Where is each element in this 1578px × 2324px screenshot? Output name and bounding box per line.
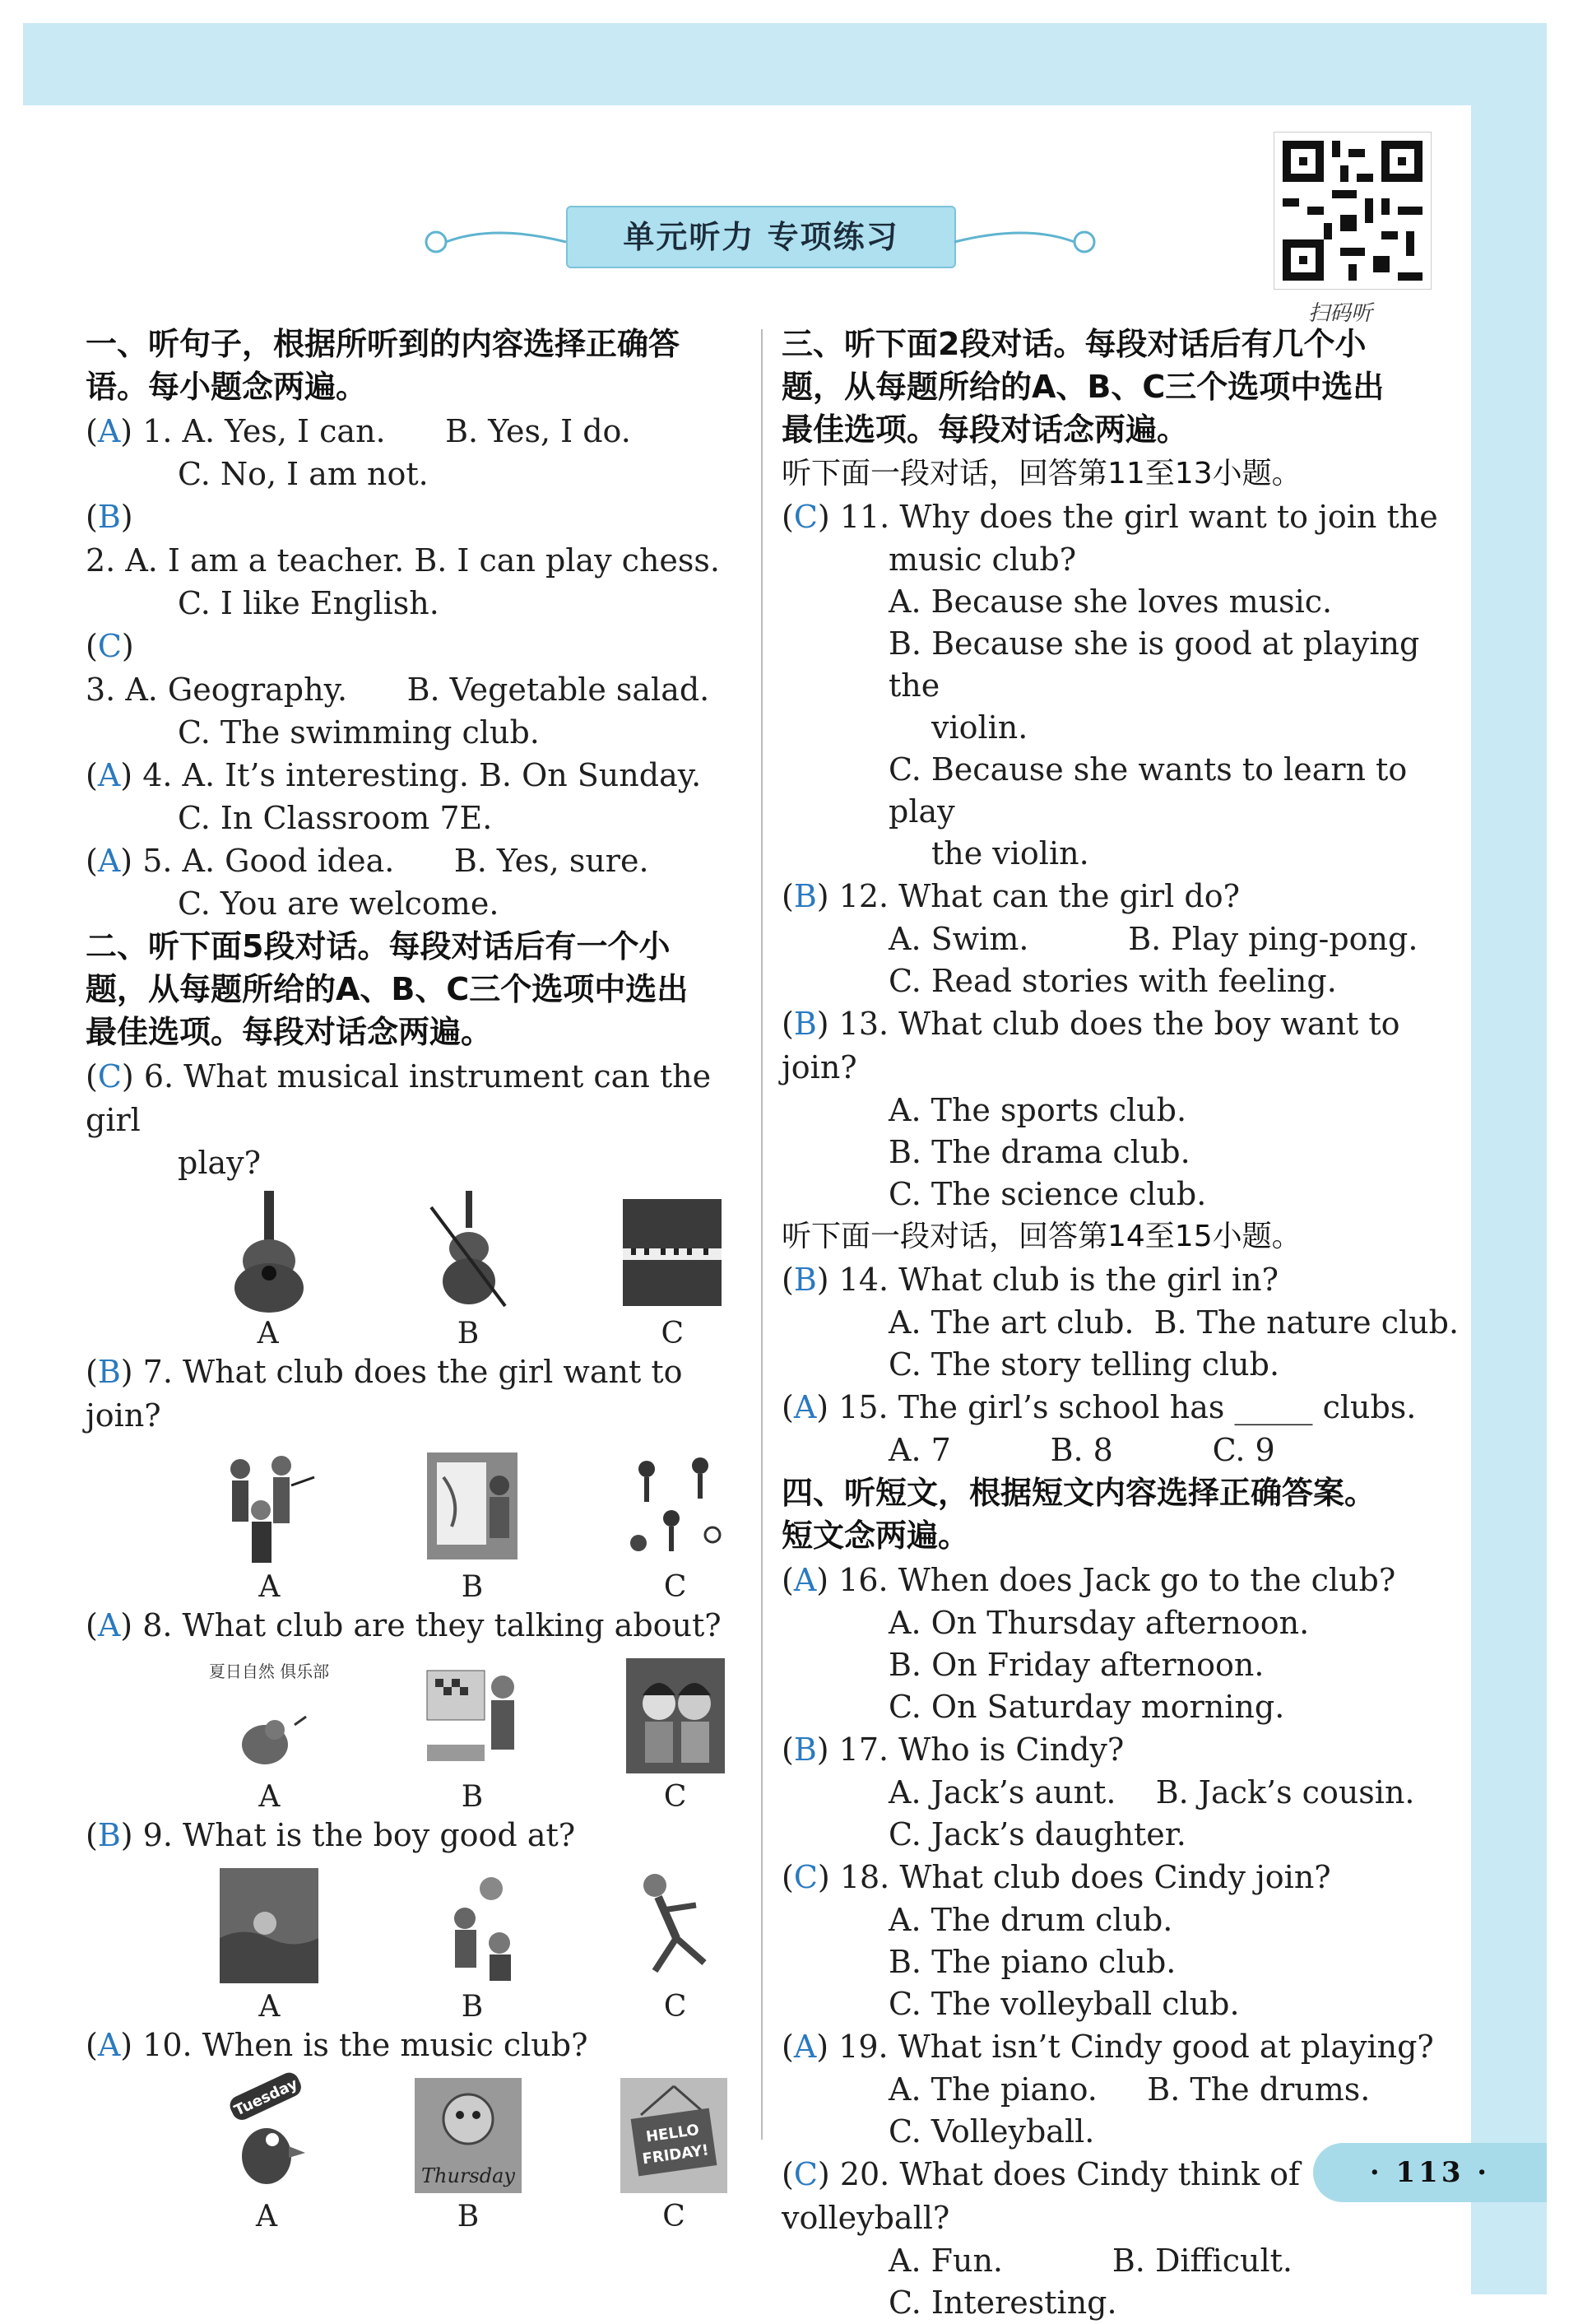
q10-pic-a-caption: Tuesday bbox=[231, 2075, 301, 2120]
answer-10: A bbox=[97, 2027, 121, 2063]
q6-label-c: C bbox=[661, 1317, 685, 1350]
question-16-option-c: C. On Saturday morning. bbox=[889, 1689, 1285, 1725]
question-5-option-c: C. You are welcome. bbox=[178, 885, 499, 922]
orchestra-musicians-icon bbox=[216, 1444, 323, 1568]
answer-16: A bbox=[793, 1562, 817, 1598]
question-16-text: 16. When does Jack go to the club? bbox=[838, 1562, 1396, 1598]
question-4: (A) 4. A. It’s interesting. B. On Sunday. bbox=[86, 757, 702, 793]
question-20: (C) 20. What does Cindy think of volleyball? bbox=[782, 2156, 1301, 2236]
q9-picture-c[interactable] bbox=[622, 1864, 729, 2024]
q10-picture-c[interactable] bbox=[616, 2074, 731, 2233]
answer-4: A bbox=[97, 757, 121, 793]
question-17-text: 17. Who is Cindy? bbox=[838, 1731, 1125, 1768]
question-1-option-c: C. No, I am not. bbox=[178, 456, 429, 492]
question-11: (C) 11. Why does the girl want to join the bbox=[782, 499, 1438, 535]
answer-3: C bbox=[97, 628, 122, 664]
question-20-option-c: C. Interesting. bbox=[889, 2284, 1117, 2321]
question-11-option-a: A. Because she loves music. bbox=[889, 583, 1333, 620]
question-10-text: 10. When is the music club? bbox=[142, 2027, 588, 2063]
question-17: (B) 17. Who is Cindy? bbox=[782, 1731, 1125, 1768]
question-2: (B) 2. A. I am a teacher. B. I can play chess. bbox=[86, 499, 721, 579]
q9-picture-a[interactable] bbox=[216, 1864, 323, 2024]
running-icon bbox=[622, 1864, 729, 1987]
q9-label-c: C bbox=[663, 1990, 687, 2024]
answer-8: A bbox=[97, 1607, 121, 1643]
tuesday-bird-icon bbox=[213, 2074, 320, 2197]
question-2-text: 2. A. I am a teacher. B. I can play chess. bbox=[86, 542, 721, 579]
nature-club-bird-icon bbox=[209, 1654, 330, 1778]
answer-7: B bbox=[97, 1354, 121, 1390]
question-2-option-c: C. I like English. bbox=[178, 585, 439, 621]
question-10-pictures bbox=[168, 2074, 777, 2233]
question-6-text-line2: play? bbox=[178, 1145, 261, 1181]
answer-5: A bbox=[97, 843, 121, 879]
question-16: (A) 16. When does Jack go to the club? bbox=[782, 1562, 1396, 1598]
right-swirl-ornament bbox=[953, 224, 1101, 257]
q9-label-a: A bbox=[258, 1990, 281, 2024]
question-20-options-ab: A. Fun. B. Difficult. bbox=[889, 2243, 1293, 2279]
q10-picture-a[interactable] bbox=[213, 2074, 320, 2233]
question-1-text: 1. A. Yes, I can. B. Yes, I do. bbox=[142, 413, 631, 449]
question-7-text: 7. What club does the girl want to join? bbox=[86, 1354, 683, 1434]
answer-17: B bbox=[793, 1731, 817, 1768]
qr-code-icon bbox=[1274, 132, 1431, 289]
question-8-text: 8. What club are they talking about? bbox=[142, 1607, 722, 1643]
question-19-text: 19. What isn’t Cindy good at playing? bbox=[838, 2029, 1434, 2065]
question-19-option-c: C. Volleyball. bbox=[889, 2113, 1095, 2150]
question-4-option-c: C. In Classroom 7E. bbox=[178, 800, 493, 836]
question-3-option-c: C. The swimming club. bbox=[178, 714, 540, 751]
q7-label-a: A bbox=[258, 1570, 281, 1604]
q10-pic-c-caption-2: FRIDAY! bbox=[641, 2141, 710, 2168]
sports-players-icon bbox=[622, 1444, 729, 1568]
q8-picture-b[interactable] bbox=[419, 1654, 526, 1814]
question-6: (C) 6. What musical instrument can the girl bbox=[86, 1058, 712, 1138]
q8-pic-a-caption: 夏日自然 俱乐部 bbox=[209, 1662, 330, 1681]
volleyball-icon bbox=[419, 1864, 526, 1987]
section-2-heading-line2: 题，从每题所给的A、B、C三个选项中选出 bbox=[86, 971, 689, 1007]
section-3-instruction-1: 听下面一段对话，回答第11至13小题。 bbox=[782, 457, 1302, 490]
question-14-options-ab: A. The art club. B. The nature club. bbox=[889, 1304, 1460, 1341]
answer-20: C bbox=[793, 2156, 818, 2192]
q7-picture-b[interactable] bbox=[419, 1444, 526, 1604]
question-14: (B) 14. What club is the girl in? bbox=[782, 1262, 1279, 1298]
violin-icon bbox=[415, 1191, 522, 1314]
question-11-option-c: C. Because she wants to learn to play bbox=[889, 751, 1408, 830]
q10-label-b: B bbox=[457, 2200, 480, 2233]
section-3-heading-line1: 三、听下面2段对话。每段对话后有几个小 bbox=[782, 326, 1367, 362]
side-color-band bbox=[1471, 23, 1547, 2294]
question-5-text: 5. A. Good idea. B. Yes, sure. bbox=[142, 843, 649, 879]
question-13-option-a: A. The sports club. bbox=[889, 1092, 1187, 1128]
q7-picture-c[interactable] bbox=[622, 1444, 729, 1604]
question-9: (B) 9. What is the boy good at? bbox=[86, 1817, 576, 1853]
q9-picture-b[interactable] bbox=[419, 1864, 526, 2024]
q10-label-c: C bbox=[662, 2200, 685, 2233]
section-3-instruction-2: 听下面一段对话，回答第14至15小题。 bbox=[782, 1220, 1302, 1253]
question-18-option-b: B. The piano club. bbox=[889, 1944, 1177, 1980]
q10-picture-b[interactable] bbox=[411, 2074, 526, 2233]
question-11-option-c-line2: the violin. bbox=[931, 835, 1089, 872]
question-8-pictures bbox=[168, 1654, 777, 1814]
question-11-option-b: B. Because she is good at playing the bbox=[889, 625, 1420, 704]
question-13: (B) 13. What club does the boy want to join? bbox=[782, 1006, 1400, 1085]
swimming-icon bbox=[216, 1864, 323, 1987]
q7-label-b: B bbox=[461, 1570, 484, 1604]
section-1-heading-line1: 一、听句子，根据所听到的内容选择正确答 bbox=[86, 326, 680, 362]
hello-friday-sign-icon bbox=[616, 2074, 731, 2197]
page-title-ribbon bbox=[566, 206, 956, 268]
question-11-option-b-line2: violin. bbox=[931, 709, 1028, 746]
question-12-text: 12. What can the girl do? bbox=[838, 878, 1240, 914]
q10-pic-b-caption: Thursday bbox=[421, 2164, 515, 2187]
answer-15: A bbox=[793, 1389, 817, 1425]
q6-label-b: B bbox=[457, 1317, 480, 1350]
question-14-text: 14. What club is the girl in? bbox=[838, 1262, 1279, 1298]
question-19: (A) 19. What isn’t Cindy good at playing? bbox=[782, 2029, 1434, 2065]
answer-14: B bbox=[793, 1262, 817, 1298]
question-12-options-ab: A. Swim. B. Play ping-pong. bbox=[889, 921, 1418, 957]
qr-caption: 扫码听 bbox=[1308, 301, 1373, 326]
answer-12: B bbox=[793, 878, 817, 914]
question-6-text: 6. What musical instrument can the girl bbox=[86, 1058, 712, 1138]
question-15-text: 15. The girl’s school has _____ clubs. bbox=[838, 1389, 1417, 1425]
section-2-heading-line3: 最佳选项。每段对话念两遍。 bbox=[86, 1014, 493, 1050]
question-16-option-a: A. On Thursday afternoon. bbox=[889, 1605, 1310, 1641]
qr-code[interactable] bbox=[1274, 132, 1432, 290]
guitar-icon bbox=[215, 1191, 322, 1314]
question-12-option-c: C. Read stories with feeling. bbox=[889, 963, 1337, 999]
question-3-text: 3. A. Geography. B. Vegetable salad. bbox=[86, 672, 710, 708]
question-16-option-b: B. On Friday afternoon. bbox=[889, 1647, 1265, 1683]
question-11-text-line2: music club? bbox=[889, 541, 1077, 578]
question-4-text: 4. A. It’s interesting. B. On Sunday. bbox=[142, 757, 702, 793]
question-1: (A) 1. A. Yes, I can. B. Yes, I do. bbox=[86, 413, 631, 449]
question-18-text: 18. What club does Cindy join? bbox=[839, 1859, 1331, 1895]
q8-label-c: C bbox=[663, 1780, 687, 1814]
question-6-pictures bbox=[168, 1191, 777, 1350]
q10-label-a: A bbox=[256, 2200, 277, 2233]
left-swirl-ornament bbox=[420, 224, 568, 257]
answer-19: A bbox=[793, 2029, 817, 2065]
question-7: (B) 7. What club does the girl want to join? bbox=[86, 1354, 683, 1434]
q9-label-b: B bbox=[461, 1990, 484, 2024]
question-3: (C) 3. A. Geography. B. Vegetable salad. bbox=[86, 628, 710, 708]
answer-13: B bbox=[793, 1006, 817, 1042]
page-number: · 113 · bbox=[1313, 2143, 1547, 2202]
section-4-heading-line2: 短文念两遍。 bbox=[782, 1518, 970, 1554]
answer-2: B bbox=[97, 499, 121, 535]
left-column bbox=[86, 323, 744, 2233]
opera-performers-icon bbox=[622, 1654, 729, 1778]
q8-picture-a[interactable] bbox=[209, 1654, 330, 1814]
right-column bbox=[782, 323, 1460, 2324]
section-1-heading-line2: 语。每小题念两遍。 bbox=[86, 369, 368, 405]
q6-picture-c[interactable] bbox=[615, 1191, 730, 1350]
question-13-option-c: C. The science club. bbox=[889, 1176, 1207, 1212]
section-4-heading-line1: 四、听短文，根据短文内容选择正确答案。 bbox=[782, 1475, 1376, 1511]
section-2-heading-line1: 二、听下面5段对话。每段对话后有一个小 bbox=[86, 928, 671, 964]
question-9-text: 9. What is the boy good at? bbox=[142, 1817, 576, 1853]
question-18-option-a: A. The drum club. bbox=[889, 1902, 1173, 1938]
piano-icon bbox=[615, 1191, 730, 1314]
question-10: (A) 10. When is the music club? bbox=[86, 2027, 588, 2063]
answer-1: A bbox=[97, 413, 121, 449]
section-4-heading bbox=[782, 1471, 1440, 1557]
q6-picture-a[interactable] bbox=[215, 1191, 322, 1350]
question-15: (A) 15. The girl’s school has _____ clubs. bbox=[782, 1389, 1417, 1425]
q6-picture-b[interactable] bbox=[415, 1191, 522, 1350]
q8-picture-c[interactable] bbox=[622, 1654, 729, 1814]
section-3-heading bbox=[782, 323, 1440, 451]
question-12: (B) 12. What can the girl do? bbox=[782, 878, 1240, 914]
question-8: (A) 8. What club are they talking about? bbox=[86, 1607, 722, 1643]
page-title: 单元听力 专项练习 bbox=[623, 219, 899, 255]
question-13-text: 13. What club does the boy want to join? bbox=[782, 1006, 1400, 1085]
painting-easel-icon bbox=[419, 1444, 526, 1568]
section-1-heading bbox=[86, 323, 744, 408]
q7-picture-a[interactable] bbox=[216, 1444, 323, 1604]
question-7-pictures bbox=[168, 1444, 777, 1604]
question-13-option-b: B. The drama club. bbox=[889, 1134, 1190, 1170]
question-11-text: 11. Why does the girl want to join the bbox=[839, 499, 1438, 535]
q10-pic-c-caption-1: HELLO bbox=[644, 2121, 701, 2146]
answer-6: C bbox=[97, 1058, 122, 1095]
question-18: (C) 18. What club does Cindy join? bbox=[782, 1859, 1331, 1895]
q8-label-a: A bbox=[258, 1780, 281, 1814]
question-20-text: 20. What does Cindy think of volleyball? bbox=[782, 2156, 1301, 2236]
question-18-option-c: C. The volleyball club. bbox=[889, 1986, 1240, 2022]
question-19-options-ab: A. The piano. B. The drums. bbox=[889, 2071, 1371, 2108]
question-17-options-ab: A. Jack’s aunt. B. Jack’s cousin. bbox=[889, 1774, 1415, 1810]
question-9-pictures bbox=[168, 1864, 777, 2024]
section-3-heading-line2: 题，从每题所给的A、B、C三个选项中选出 bbox=[782, 369, 1385, 405]
thursday-dog-icon bbox=[411, 2074, 526, 2197]
question-14-option-c: C. The story telling club. bbox=[889, 1346, 1280, 1383]
top-color-band bbox=[23, 23, 1547, 105]
q7-label-c: C bbox=[663, 1570, 687, 1604]
q8-label-b: B bbox=[461, 1780, 484, 1814]
question-15-options: A. 7 B. 8 C. 9 bbox=[889, 1432, 1275, 1468]
chess-board-boy-icon bbox=[419, 1654, 526, 1778]
answer-11: C bbox=[793, 499, 818, 535]
question-17-option-c: C. Jack’s daughter. bbox=[889, 1816, 1186, 1852]
answer-9: B bbox=[97, 1817, 121, 1853]
section-3-heading-line3: 最佳选项。每段对话念两遍。 bbox=[782, 411, 1189, 448]
q6-label-a: A bbox=[257, 1317, 279, 1350]
question-5: (A) 5. A. Good idea. B. Yes, sure. bbox=[86, 843, 649, 879]
section-2-heading bbox=[86, 925, 744, 1053]
answer-18: C bbox=[793, 1859, 818, 1895]
